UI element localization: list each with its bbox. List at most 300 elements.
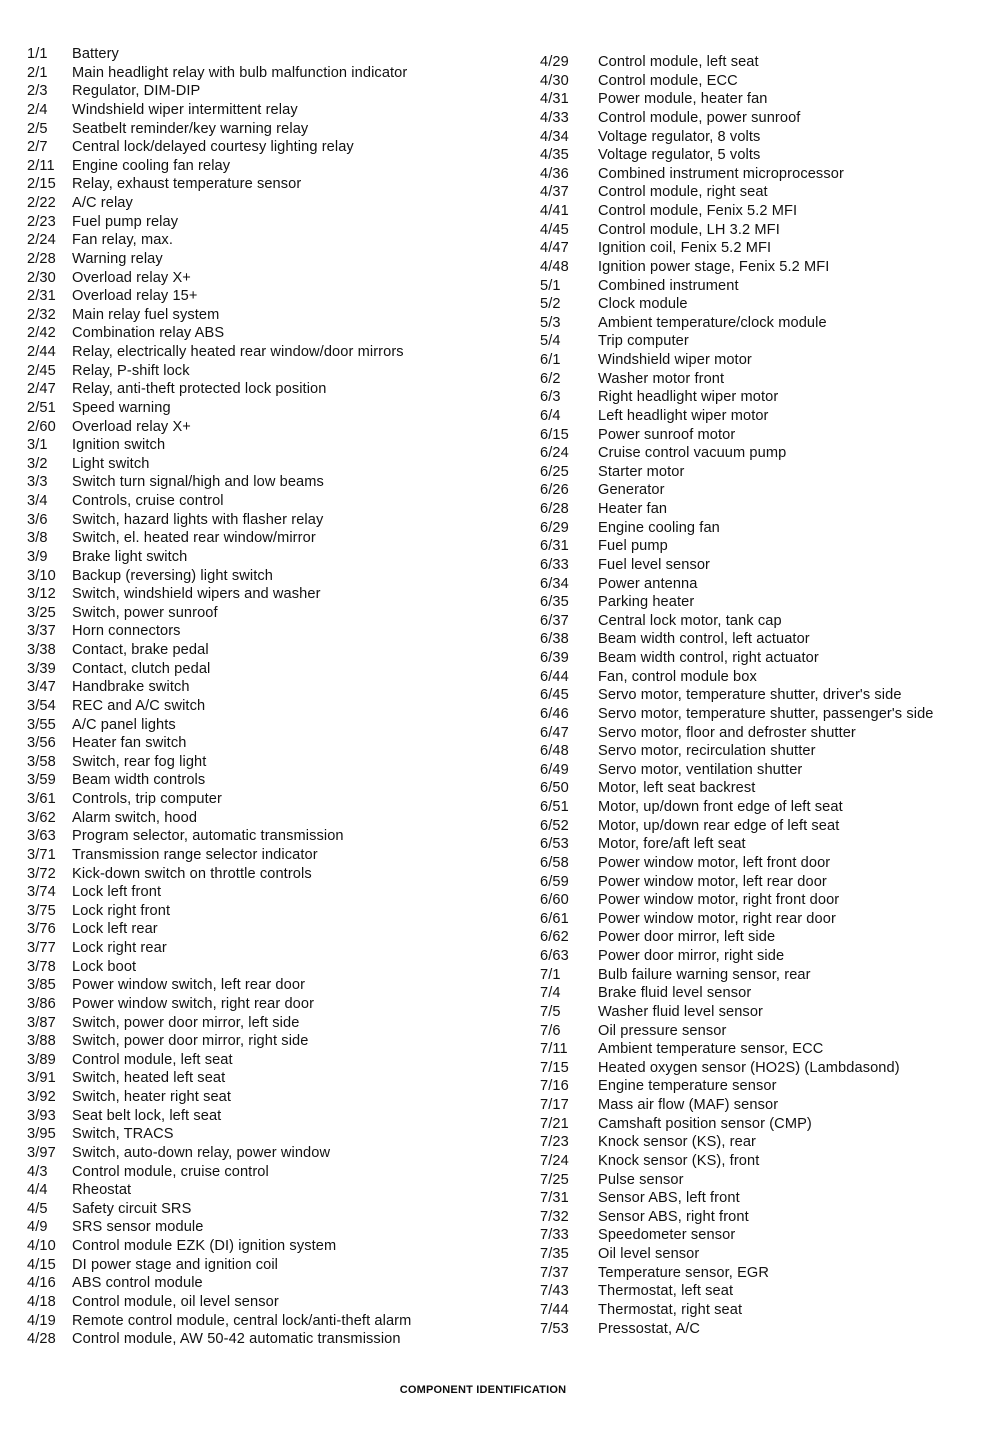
component-row xyxy=(27,604,532,623)
component-description: Pulse sensor xyxy=(598,1171,684,1188)
component-row xyxy=(540,1115,995,1134)
component-id-code: 6/24 xyxy=(540,445,569,462)
component-row xyxy=(27,1218,532,1237)
component-row xyxy=(27,1200,532,1219)
component-id-code: 3/6 xyxy=(27,511,48,528)
component-description: Rheostat xyxy=(72,1182,132,1199)
component-description: Battery xyxy=(72,46,119,62)
component-row xyxy=(540,388,995,407)
component-id-code: 3/58 xyxy=(27,753,56,770)
component-id-code: 6/1 xyxy=(540,352,561,368)
component-row xyxy=(27,1032,532,1051)
component-description: Power door mirror, right side xyxy=(598,948,785,964)
component-id-code: 3/12 xyxy=(27,586,56,603)
component-description: Switch, power sunroof xyxy=(72,604,218,621)
component-id-code: 7/31 xyxy=(540,1190,569,1207)
component-description: Thermostat, right seat xyxy=(598,1301,743,1318)
component-id-code: 4/45 xyxy=(540,221,569,238)
component-id-code: 3/8 xyxy=(27,530,48,547)
component-id-code: 6/3 xyxy=(540,389,561,406)
component-description: Power antenna xyxy=(598,575,698,592)
component-id-code: 7/23 xyxy=(540,1134,569,1151)
component-id-code: 2/44 xyxy=(27,344,56,360)
component-description: Control module, oil level sensor xyxy=(72,1293,279,1310)
component-row xyxy=(27,455,532,474)
component-row xyxy=(540,463,995,482)
component-row xyxy=(27,492,532,511)
component-id-code: 4/37 xyxy=(540,184,569,201)
component-row xyxy=(540,53,995,72)
component-id-code: 6/51 xyxy=(540,799,569,815)
component-id-code: 3/47 xyxy=(27,679,56,696)
component-row xyxy=(540,835,995,854)
component-id-code: 3/93 xyxy=(27,1107,56,1124)
component-id-code: 3/4 xyxy=(27,493,48,509)
component-description: Switch, TRACS xyxy=(72,1126,174,1143)
component-row xyxy=(27,418,532,437)
component-id-code: 6/2 xyxy=(540,370,561,387)
component-id-code: 6/33 xyxy=(540,556,569,573)
component-id-code: 3/63 xyxy=(27,828,56,845)
component-id-code: 6/44 xyxy=(540,668,569,685)
component-row xyxy=(540,258,995,277)
component-row xyxy=(540,984,995,1003)
component-row xyxy=(27,790,532,809)
component-id-code: 4/16 xyxy=(27,1275,56,1292)
component-row xyxy=(27,101,532,120)
component-description: Servo motor, recirculation shutter xyxy=(598,743,816,760)
component-id-code: 3/88 xyxy=(27,1033,56,1050)
component-id-code: 3/72 xyxy=(27,865,56,882)
component-row xyxy=(27,1107,532,1126)
component-row xyxy=(27,529,532,548)
component-id-code: 4/41 xyxy=(540,203,569,219)
component-id-code: 2/3 xyxy=(27,83,48,100)
component-id-code: 6/39 xyxy=(540,650,569,666)
component-id-code: 7/24 xyxy=(540,1152,569,1169)
component-description: Bulb failure warning sensor, rear xyxy=(598,966,811,983)
component-description: DI power stage and ignition coil xyxy=(72,1256,279,1273)
component-description: Clock module xyxy=(598,296,688,313)
component-row xyxy=(540,1171,995,1190)
component-description: Remote control module, central lock/anti-theft alarm xyxy=(72,1312,412,1329)
component-row xyxy=(540,370,995,389)
component-id-code: 6/37 xyxy=(540,612,569,629)
component-description: Oil level sensor xyxy=(598,1246,700,1262)
component-row xyxy=(27,920,532,939)
component-description: Central lock motor, tank cap xyxy=(598,612,782,629)
component-description: Control module, power sunroof xyxy=(598,109,801,126)
component-row xyxy=(540,575,995,594)
component-row xyxy=(540,928,995,947)
component-id-code: 7/21 xyxy=(540,1115,569,1132)
component-id-code: 2/45 xyxy=(27,362,56,379)
component-row xyxy=(27,771,532,790)
component-description: Control module, right seat xyxy=(598,184,768,201)
component-id-code: 2/4 xyxy=(27,101,48,118)
component-row xyxy=(540,1040,995,1059)
component-id-code: 3/97 xyxy=(27,1144,56,1161)
component-row xyxy=(27,1125,532,1144)
component-description: Controls, trip computer xyxy=(72,791,222,807)
component-id-code: 7/11 xyxy=(540,1041,568,1058)
component-description: Sensor ABS, left front xyxy=(598,1190,740,1207)
component-id-code: 5/3 xyxy=(540,314,561,331)
component-description: Switch turn signal/high and low beams xyxy=(72,474,324,491)
component-row xyxy=(27,1144,532,1163)
component-description: Oil pressure sensor xyxy=(598,1022,727,1039)
component-row xyxy=(27,511,532,530)
component-row xyxy=(27,716,532,735)
component-row xyxy=(27,548,532,567)
component-description: Power sunroof motor xyxy=(598,426,736,443)
component-id-code: 6/26 xyxy=(540,482,569,499)
component-row xyxy=(27,846,532,865)
component-id-code: 4/4 xyxy=(27,1182,48,1199)
component-id-code: 3/3 xyxy=(27,474,48,491)
component-description: Power window motor, right front door xyxy=(598,892,840,909)
component-id-code: 2/24 xyxy=(27,232,56,249)
component-description: Switch, auto-down relay, power window xyxy=(72,1144,331,1161)
component-row xyxy=(540,947,995,966)
component-description: Trip computer xyxy=(598,333,689,350)
component-description: Speedometer sensor xyxy=(598,1227,736,1244)
component-description: Contact, brake pedal xyxy=(72,642,209,658)
component-description: Combined instrument xyxy=(598,277,739,294)
component-description: Motor, left seat backrest xyxy=(598,780,756,797)
component-row xyxy=(27,45,532,64)
component-id-code: 3/61 xyxy=(27,791,56,807)
component-description: Switch, power door mirror, left side xyxy=(72,1014,300,1031)
component-row xyxy=(540,314,995,333)
component-description: REC and A/C switch xyxy=(72,697,206,714)
component-description: Kick-down switch on throttle controls xyxy=(72,865,312,882)
component-row xyxy=(540,332,995,351)
component-row xyxy=(540,1226,995,1245)
component-description: Washer motor front xyxy=(598,370,725,387)
component-row xyxy=(27,883,532,902)
component-id-code: 1/1 xyxy=(27,46,48,62)
component-id-code: 5/4 xyxy=(540,333,561,350)
component-id-code: 4/10 xyxy=(27,1238,56,1254)
component-row xyxy=(27,138,532,157)
component-description: Seatbelt reminder/key warning relay xyxy=(72,120,309,137)
component-row xyxy=(540,854,995,873)
component-description: A/C panel lights xyxy=(72,716,176,733)
component-row xyxy=(27,567,532,586)
component-id-code: 2/60 xyxy=(27,418,56,435)
component-id-code: 7/1 xyxy=(540,966,561,983)
component-description: Combination relay ABS xyxy=(72,325,225,342)
component-id-code: 3/54 xyxy=(27,697,56,714)
component-row xyxy=(27,473,532,492)
component-id-code: 6/60 xyxy=(540,892,569,909)
component-id-code: 3/71 xyxy=(27,846,56,863)
component-row xyxy=(540,1208,995,1227)
component-description: Sensor ABS, right front xyxy=(598,1208,749,1225)
component-row xyxy=(27,194,532,213)
component-description: Knock sensor (KS), front xyxy=(598,1152,760,1169)
component-id-code: 6/59 xyxy=(540,873,569,890)
component-id-code: 6/29 xyxy=(540,519,569,536)
component-id-code: 6/61 xyxy=(540,910,569,927)
component-id-code: 2/47 xyxy=(27,381,56,398)
component-description: Windshield wiper motor xyxy=(598,352,752,368)
component-row xyxy=(27,287,532,306)
component-description: Heated oxygen sensor (HO2S) (Lambdasond) xyxy=(598,1059,900,1076)
component-description: Power window motor, left front door xyxy=(598,854,831,871)
component-id-code: 7/25 xyxy=(540,1171,569,1188)
component-description: Ignition coil, Fenix 5.2 MFI xyxy=(598,240,772,257)
component-description: Control module, left seat xyxy=(598,54,759,70)
component-description: Control module, LH 3.2 MFI xyxy=(598,221,780,238)
component-id-code: 7/33 xyxy=(540,1227,569,1244)
component-description: Main headlight relay with bulb malfunction indicator xyxy=(72,64,408,81)
component-row xyxy=(27,1181,532,1200)
component-description: Switch, heated left seat xyxy=(72,1070,226,1087)
component-description: Lock boot xyxy=(72,958,137,975)
component-row xyxy=(540,295,995,314)
component-row xyxy=(27,1014,532,1033)
component-row xyxy=(27,175,532,194)
component-id-code: 3/89 xyxy=(27,1051,56,1068)
component-row xyxy=(27,827,532,846)
component-id-code: 2/28 xyxy=(27,250,56,267)
component-row xyxy=(540,221,995,240)
component-id-code: 3/39 xyxy=(27,660,56,677)
component-row xyxy=(27,250,532,269)
component-row xyxy=(27,231,532,250)
component-description: Power window switch, left rear door xyxy=(72,977,306,994)
component-description: Light switch xyxy=(72,455,150,472)
component-id-code: 4/34 xyxy=(540,128,569,145)
component-id-code: 6/34 xyxy=(540,575,569,592)
component-description: Motor, up/down front edge of left seat xyxy=(598,799,843,815)
component-description: Relay, anti-theft protected lock position xyxy=(72,381,327,398)
component-row xyxy=(27,380,532,399)
component-row xyxy=(27,269,532,288)
component-row xyxy=(27,1051,532,1070)
component-row xyxy=(27,1312,532,1331)
component-row xyxy=(540,90,995,109)
component-row xyxy=(27,213,532,232)
component-id-code: 6/49 xyxy=(540,761,569,778)
component-description: Seat belt lock, left seat xyxy=(72,1107,222,1124)
component-row xyxy=(540,593,995,612)
component-row xyxy=(27,120,532,139)
component-row xyxy=(540,779,995,798)
component-id-code: 3/2 xyxy=(27,455,48,472)
component-row xyxy=(27,958,532,977)
component-row xyxy=(540,630,995,649)
component-row xyxy=(27,660,532,679)
component-row xyxy=(540,817,995,836)
component-row xyxy=(540,761,995,780)
component-row xyxy=(27,1088,532,1107)
component-description: Relay, electrically heated rear window/door mirrors xyxy=(72,344,404,360)
component-id-code: 4/35 xyxy=(540,147,569,164)
component-row xyxy=(540,668,995,687)
component-id-code: 4/18 xyxy=(27,1293,56,1310)
component-description: Heater fan xyxy=(598,501,668,517)
component-id-code: 3/76 xyxy=(27,921,56,938)
component-row xyxy=(540,426,995,445)
component-row xyxy=(27,939,532,958)
component-description: SRS sensor module xyxy=(72,1219,204,1236)
component-row xyxy=(540,183,995,202)
component-description: Handbrake switch xyxy=(72,679,190,696)
component-id-code: 5/1 xyxy=(540,277,561,294)
component-description: Switch, rear fog light xyxy=(72,753,207,770)
component-row xyxy=(27,753,532,772)
component-row xyxy=(27,678,532,697)
component-id-code: 6/58 xyxy=(540,854,569,871)
component-id-code: 7/15 xyxy=(540,1059,569,1076)
component-id-code: 3/87 xyxy=(27,1014,56,1031)
component-row xyxy=(540,1096,995,1115)
component-description: Ignition power stage, Fenix 5.2 MFI xyxy=(598,258,830,275)
component-description: Engine cooling fan xyxy=(598,519,720,536)
component-id-code: 6/46 xyxy=(540,705,569,722)
component-description: Motor, fore/aft left seat xyxy=(598,836,746,853)
component-id-code: 6/50 xyxy=(540,780,569,797)
component-row xyxy=(540,705,995,724)
component-description: Power module, heater fan xyxy=(598,91,768,108)
component-description: Combined instrument microprocessor xyxy=(598,165,844,182)
component-id-code: 4/15 xyxy=(27,1256,56,1273)
component-id-code: 2/30 xyxy=(27,269,56,286)
component-id-code: 4/5 xyxy=(27,1200,48,1217)
component-description: Warning relay xyxy=(72,250,163,267)
component-description: Lock right front xyxy=(72,902,171,919)
component-id-code: 2/51 xyxy=(27,399,56,416)
component-row xyxy=(540,1320,995,1339)
component-description: Servo motor, floor and defroster shutter xyxy=(598,724,856,741)
component-row xyxy=(540,724,995,743)
component-description: Ambient temperature/clock module xyxy=(598,314,827,331)
component-row xyxy=(27,995,532,1014)
component-id-code: 3/85 xyxy=(27,977,56,994)
component-row xyxy=(540,556,995,575)
component-row xyxy=(540,72,995,91)
component-description: Control module, left seat xyxy=(72,1051,233,1068)
component-id-code: 4/29 xyxy=(540,54,569,70)
component-description: Brake light switch xyxy=(72,548,188,565)
component-description: Fan relay, max. xyxy=(72,232,173,249)
component-row xyxy=(27,1069,532,1088)
component-description: Washer fluid level sensor xyxy=(598,1003,763,1020)
component-row xyxy=(27,865,532,884)
component-description: Lock right rear xyxy=(72,940,167,956)
component-id-code: 7/6 xyxy=(540,1022,561,1039)
component-row xyxy=(540,649,995,668)
component-id-code: 4/9 xyxy=(27,1219,48,1236)
component-id-code: 7/44 xyxy=(540,1301,569,1318)
component-description: Motor, up/down rear edge of left seat xyxy=(598,817,840,834)
component-description: Control module, ECC xyxy=(598,72,738,89)
component-row xyxy=(27,902,532,921)
component-description: Fuel pump xyxy=(598,538,668,555)
component-id-code: 4/30 xyxy=(540,72,569,89)
component-row xyxy=(540,1245,995,1264)
component-description: Camshaft position sensor (CMP) xyxy=(598,1115,812,1132)
component-description: Lock left front xyxy=(72,884,162,901)
component-id-code: 2/11 xyxy=(27,157,55,174)
component-description: Relay, P-shift lock xyxy=(72,362,190,379)
component-description: A/C relay xyxy=(72,195,133,211)
component-description: Starter motor xyxy=(598,463,685,480)
component-id-code: 7/4 xyxy=(540,985,561,1002)
component-row xyxy=(27,399,532,418)
component-id-code: 2/32 xyxy=(27,306,56,323)
component-description: Alarm switch, hood xyxy=(72,809,198,826)
component-description: Horn connectors xyxy=(72,623,181,640)
component-id-code: 3/37 xyxy=(27,623,56,640)
component-id-code: 6/35 xyxy=(540,594,569,611)
component-id-code: 7/35 xyxy=(540,1246,569,1262)
component-description: Fan, control module box xyxy=(598,668,757,685)
component-id-code: 6/52 xyxy=(540,817,569,834)
component-row xyxy=(540,239,995,258)
component-description: Power window motor, right rear door xyxy=(598,910,836,927)
component-id-code: 6/47 xyxy=(540,724,569,741)
component-row xyxy=(540,1282,995,1301)
component-row xyxy=(27,585,532,604)
component-id-code: 7/17 xyxy=(540,1097,569,1113)
component-description: Overload relay 15+ xyxy=(72,288,198,305)
component-row xyxy=(540,1189,995,1208)
component-row xyxy=(27,809,532,828)
component-description: Power door mirror, left side xyxy=(598,929,776,946)
component-row xyxy=(27,324,532,343)
component-list-left xyxy=(27,45,532,1349)
component-id-code: 2/5 xyxy=(27,120,48,137)
component-id-code: 3/78 xyxy=(27,958,56,975)
component-id-code: 6/15 xyxy=(540,426,569,443)
component-id-code: 7/16 xyxy=(540,1078,569,1095)
component-row xyxy=(540,742,995,761)
component-description: Switch, power door mirror, right side xyxy=(72,1033,309,1050)
component-row xyxy=(540,1059,995,1078)
component-description: Beam width controls xyxy=(72,772,206,789)
component-description: Transmission range selector indicator xyxy=(72,846,318,863)
component-row xyxy=(27,1330,532,1349)
component-row xyxy=(27,343,532,362)
component-row xyxy=(27,82,532,101)
component-row xyxy=(540,1133,995,1152)
component-row xyxy=(540,1077,995,1096)
component-list-right xyxy=(540,53,995,1338)
component-id-code: 4/3 xyxy=(27,1163,48,1180)
component-id-code: 6/48 xyxy=(540,743,569,760)
component-description: Fuel pump relay xyxy=(72,213,179,230)
component-row xyxy=(27,64,532,83)
component-id-code: 2/1 xyxy=(27,64,48,81)
component-description: Contact, clutch pedal xyxy=(72,660,211,677)
component-row xyxy=(27,976,532,995)
component-row xyxy=(540,277,995,296)
component-id-code: 4/48 xyxy=(540,258,569,275)
component-description: Parking heater xyxy=(598,594,695,611)
component-description: Overload relay X+ xyxy=(72,418,191,435)
component-row xyxy=(540,202,995,221)
component-id-code: 3/59 xyxy=(27,772,56,789)
component-id-code: 6/31 xyxy=(540,538,569,555)
component-row xyxy=(540,1301,995,1320)
component-id-code: 6/53 xyxy=(540,836,569,853)
component-description: Switch, heater right seat xyxy=(72,1089,232,1105)
component-description: Regulator, DIM-DIP xyxy=(72,83,201,100)
